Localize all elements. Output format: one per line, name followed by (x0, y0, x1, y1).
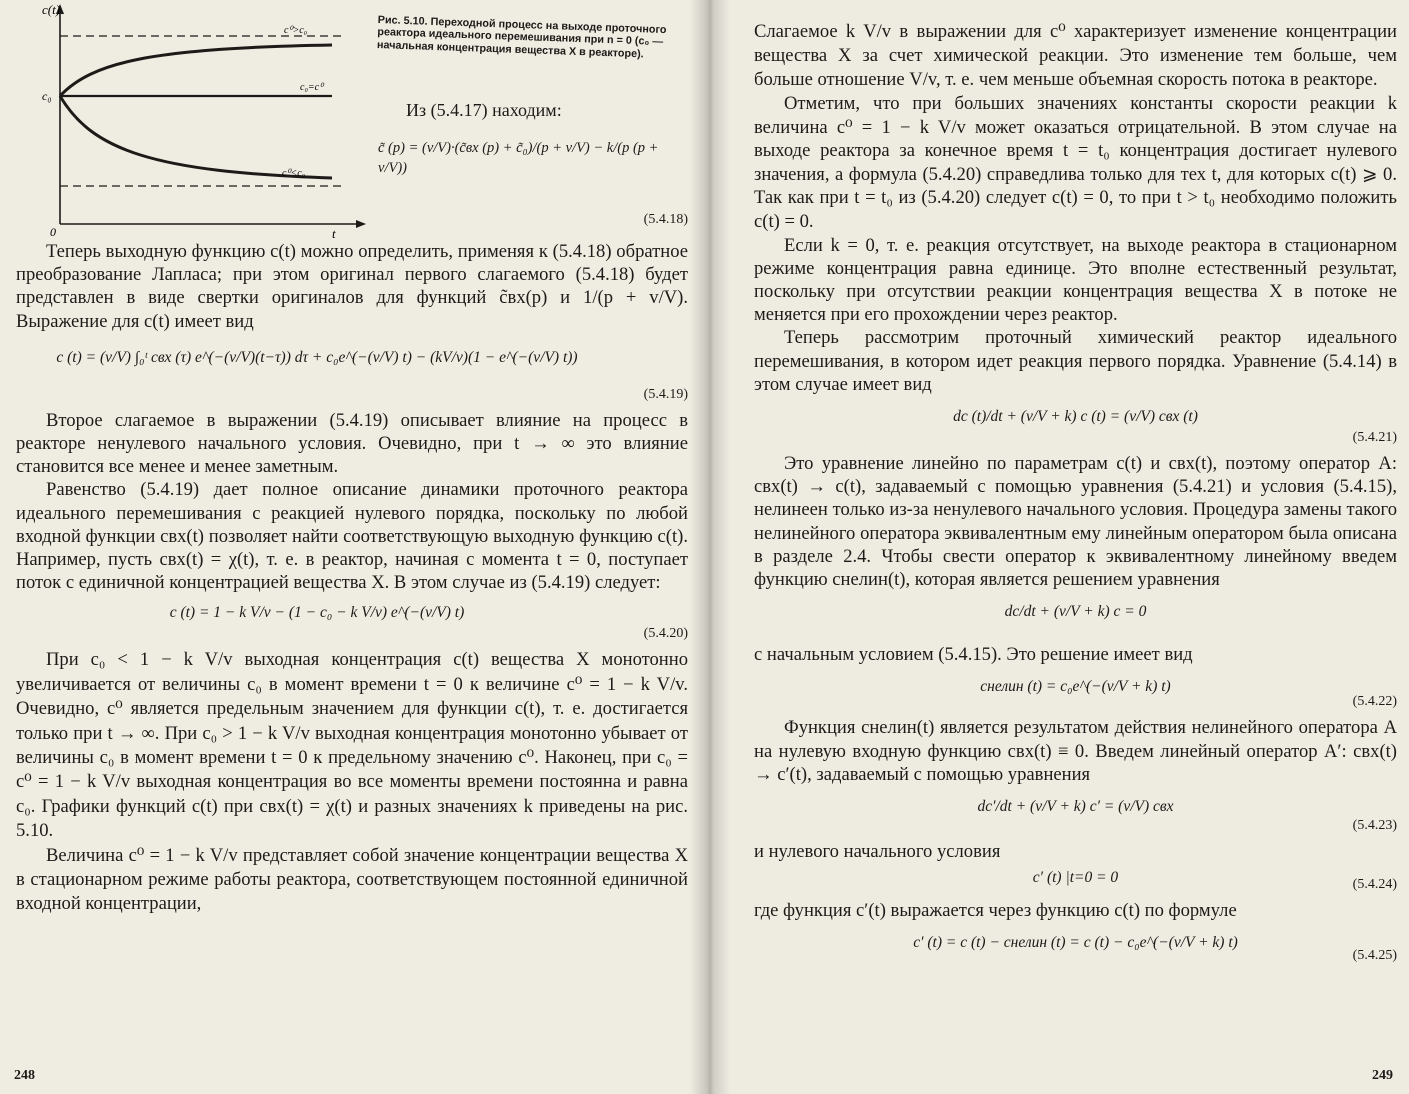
page-number-right: 249 (1372, 1068, 1393, 1083)
equation-number: (5.4.22) (1352, 694, 1397, 710)
right-paragraph-2: Отметим, что при больших значениях константы скорости реакции k величина c⁰ = 1 − k V/v может оказаться отрицательной. В этом случае на выходе реактора за конечное время t = t₀ концентрация достигает нулевого значения, а формула (5.4.20) справедлива только для тех t, для которых c(t) ⩾ 0. Так как при t = t₀ из (5.4.20) следует c(t) = 0, то при t > t₀ необходимо положить c(t) = 0. (754, 93, 1397, 232)
left-paragraph-4: При c₀ < 1 − k V/v выходная концентрация c(t) вещества X монотонно увеличивается от величины c₀ в момент времени t = 0 к величине c⁰ = 1 − k V/v. Очевидно, c⁰ является предельным значением для функции c(t), т. е. достигается только при t → ∞. При c₀ > 1 − k V/v выходная концентрация монотонно убывает от величины c₀ в момент времени t = 0 к предельному значению c⁰. Наконец, при c₀ = c⁰ = 1 − k V/v выходная концентрация во все моменты времени постоянна и равна c₀. Графики функций c(t) при cвх(t) = χ(t) и разных значениях k приведены на рис. 5.10. (16, 649, 688, 842)
left-paragraph-2: Второе слагаемое в выражении (5.4.19) описывает влияние на процесс в реакторе ненулевого начального условия. Очевидно, при t → ∞ это влияние становится все менее и менее заметным. (16, 409, 688, 478)
equation-text: cнелин (t) = c₀e^(−(v/V + k) t) (980, 678, 1171, 696)
equation-text: c′ (t) |t=0 = 0 (1032, 869, 1119, 887)
c0-axis-label: c₀ (42, 89, 52, 103)
left-paragraph-5: Величина c⁰ = 1 − k V/v представляет собой значение концентрации вещества X в стационарном режиме работы реактора, соответствующем постоянной единичной входной концентрации, (16, 844, 688, 914)
right-paragraph-9: где функция c′(t) выражается через функцию c(t) по формуле (754, 900, 1237, 922)
equation-5-4-24 (754, 863, 1397, 899)
right-paragraph-5: Это уравнение линейно по параметрам c(t) и cвх(t), поэтому оператор A: cвх(t) → c(t), задаваемый с помощью уравнения (5.4.21) и условия (5.4.15), нелинеен только из-за ненулевого начального условия. Процедура замены такого нелинейного оператора эквивалентным ему линейным оператором была описана в разделе 2.4. Чтобы свести оператор к эквивалентному линейному введем функцию cнелин(t), которая является решением уравнения (754, 452, 1397, 590)
equation-text: c̃ (p) = (v/V)·(c̃вх (p) + c̃₀)/(p + v/V) − k/(p (p + v/V)) (378, 140, 659, 176)
intro-text: Из (5.4.17) находим: (406, 100, 562, 120)
left-paragraph-3: Равенство (5.4.19) дает полное описание динамики проточного реактора идеального перемешивания с реакцией нулевого порядка, поскольку по любой входной функции cвх(t) позволяет найти соответствующую выходную функцию c(t). Например, пусть cвх(t) = χ(t), т. е. в реактор, начиная с момента t = 0, поступает поток с единичной концентрацией вещества X. В этом случае из (5.4.19) следует: (16, 479, 688, 594)
axis-y-label: c(t) (42, 2, 61, 17)
figure-5-10 (32, 0, 372, 240)
curve-below-label: c⁰<c₀ (282, 168, 306, 179)
equation-5-4-19 (16, 333, 688, 409)
equation-5-4-18 (378, 138, 688, 230)
equation-number: (5.4.19) (643, 386, 688, 402)
equation-number: (5.4.18) (643, 212, 688, 227)
curve-mid-label: c₀=c⁰ (300, 82, 324, 93)
equation-5-4-21 (754, 396, 1397, 452)
right-paragraph-8: и нулевого начального условия (754, 841, 1001, 863)
equation-number: (5.4.20) (643, 626, 688, 642)
axis-x-label: t (332, 226, 336, 240)
equation-5-4-23 (754, 786, 1397, 840)
equation-number: (5.4.24) (1352, 877, 1397, 893)
right-paragraph-3: Если k = 0, т. е. реакция отсутствует, на выходе реактора в стационарном режиме концентрация равна единице. Это вполне естественный результат, поскольку при отсутствии реакции концентрация вещества X в потоке не меняется при его прохождении через реактор. (754, 234, 1397, 326)
book-gutter (690, 0, 730, 1094)
right-paragraph-1: Слагаемое k V/v в выражении для c⁰ характеризует изменение концентрации вещества X за счет химической реакции. Это изменение тем больше, чем больше отношение V/v, т. е. чем меньше объемная скорость потока в реакторе. (754, 21, 1397, 90)
equation-5-4-25 (754, 922, 1397, 970)
equation-number: (5.4.25) (1352, 948, 1397, 964)
equation-number: (5.4.21) (1352, 429, 1397, 445)
curve-rising (60, 45, 332, 96)
right-paragraph-4: Теперь рассмотрим проточный химический реактор идеального перемешивания, в котором идет реакция первого порядка. Уравнение (5.4.14) в этом случае имеет вид (754, 327, 1397, 395)
curve-falling (60, 96, 332, 178)
equation-number: (5.4.23) (1352, 818, 1397, 834)
equation-5-4-22 (754, 666, 1397, 716)
curve-above-label: c⁰>c₀ (284, 25, 308, 36)
equation-text: dc′/dt + (v/V + k) c′ = (v/V) cвх (977, 798, 1174, 816)
figure-block (16, 0, 688, 240)
equation-text: c (t) = (v/V) ∫₀ᵗ cвх (τ) e^(−(v/V)(t−τ)) dτ + c₀e^(−(v/V) t) − (kV/v)(1 − e^(−(v/V) t)) (56, 348, 578, 366)
figure-caption: Рис. 5.10. Переходной процесс на выходе проточного реактора идеального перемешивания при n = 0 (c₀ — начальная концентрация вещества X в реакторе). (376, 14, 667, 61)
equation-text: c′ (t) = c (t) − cнелин (t) = c (t) − c₀e^(−(v/V + k) t) (913, 934, 1238, 952)
right-page (706, 0, 1409, 1094)
equation-text: dc/dt + (v/V + k) c = 0 (1004, 603, 1147, 621)
left-paragraph-1: Теперь выходную функцию c(t) можно определить, применяя к (5.4.18) обратное преобразование Лапласа; при этом оригинал первого слагаемого (5.4.18) будет представлен в виде свертки оригиналов для функций c̃вх(p) и 1/(p + v/V). Выражение для c(t) имеет вид (16, 241, 688, 332)
page-number-left: 248 (14, 1068, 35, 1083)
equation-nonlinear-ode (754, 591, 1397, 643)
equation-text: dc (t)/dt + (v/V + k) c (t) = (v/V) cвх (t) (953, 407, 1198, 425)
equation-5-4-20 (16, 594, 688, 648)
right-paragraph-7: Функция cнелин(t) является результатом действия нелинейного оператора A на нулевую входную функцию cвх(t) ≡ 0. Введем линейный оператор A′: cвх(t) → c′(t), задаваемый с помощью уравнения (754, 717, 1397, 785)
right-paragraph-6: с начальным условием (5.4.15). Это решение имеет вид (754, 644, 1193, 666)
equation-text: c (t) = 1 − k V/v − (1 − c₀ − k V/v) e^(−(v/V) t) (169, 604, 465, 622)
origin-label: 0 (50, 225, 56, 239)
